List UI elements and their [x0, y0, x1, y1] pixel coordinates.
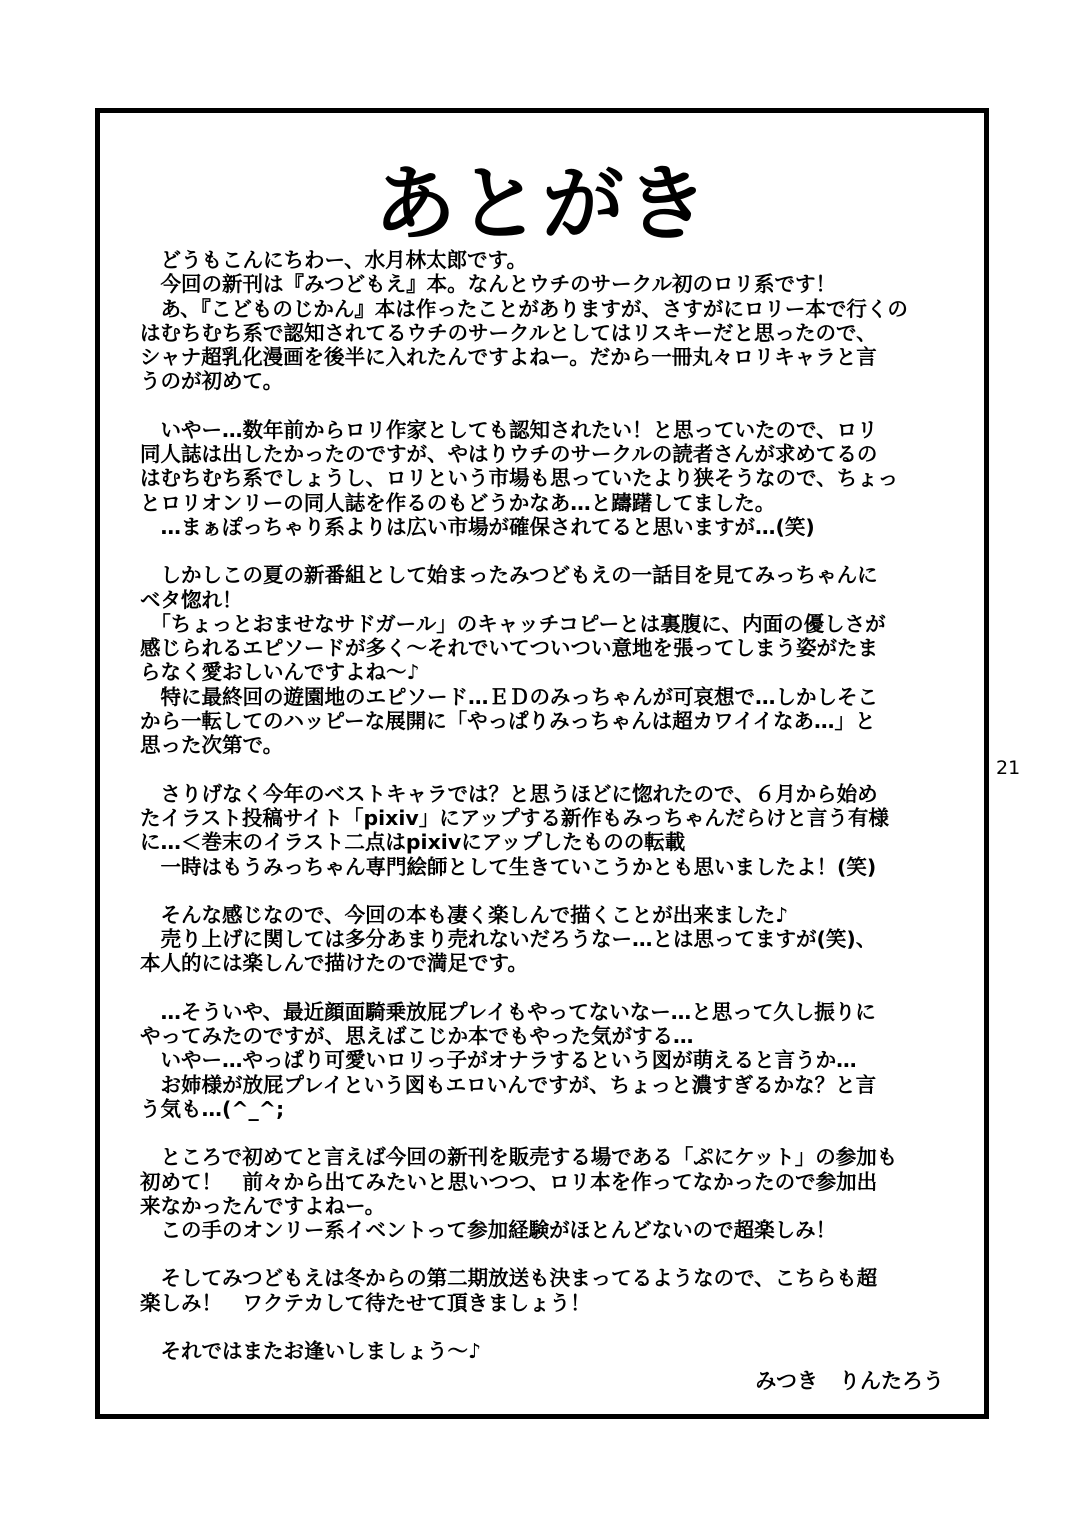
- text-line: から一転してのハッピーな展開に「やっぱりみっちゃんは超カワイイなあ…」と: [140, 709, 876, 734]
- text-line: 本人的には楽しんで描けたので満足です。: [140, 951, 528, 976]
- text-line: いやー…やっぱり可愛いロリっ子がオナラするという図が萌えると言うか…: [140, 1048, 857, 1073]
- text-line: あ、『こどものじかん』本は作ったことがありますが、さすがにロリー本で行くの: [140, 296, 908, 321]
- text-line: 感じられるエピソードが多く～それでいてついつい意地を張ってしまう姿がたま: [140, 636, 878, 661]
- text-line: はむちむち系で認知されてるウチのサークルとしてはリスキーだと思ったので、: [140, 320, 877, 345]
- text-line: ベタ惚れ！: [140, 587, 243, 612]
- text-line: いやー…数年前からロリ作家としても認知されたい！と思っていたので、ロリ: [140, 417, 878, 442]
- page-number: 21: [996, 757, 1021, 779]
- text-line: 一時はもうみっちゃん専門絵師として生きていこうかとも思いましたよ！(笑): [140, 854, 877, 879]
- paragraph: [140, 418, 960, 539]
- text-line: しかしこの夏の新番組として始まったみつどもえの一話目を見てみっちゃんに: [140, 563, 878, 588]
- page-title: あとがき: [373, 157, 710, 252]
- text-line: …まぁぽっちゃり系よりは広い市場が確保されてると思いますが…(笑): [140, 514, 815, 539]
- text-line: 「ちょっとおませなサドガール」のキャッチコピーとは裏腹に、内面の優しさが: [140, 611, 886, 636]
- text-line: はむちむち系でしょうし、ロリという市場も思っていたより狭そうなので、ちょっ: [140, 466, 899, 491]
- text-line: そんな感じなので、今回の本も凄く楽しんで描くことが出来ました♪: [140, 902, 789, 927]
- text-line: 同人誌は出したかったのですが、やはりウチのサークルの読者さんが求めてるの: [140, 442, 878, 467]
- text-line: ところで初めてと言えば今回の新刊を販売する場である「ぷにケット」の参加も: [140, 1145, 898, 1170]
- text-line: 楽しみ！ ワクテカして待たせて頂きましょう！: [140, 1290, 591, 1315]
- paragraph: [140, 248, 960, 394]
- text-line: 今回の新刊は『みつどもえ』本。なんとウチのサークル初のロリ系です！: [140, 272, 836, 297]
- text-line: 初めて！ 前々から出てみたいと思いつつ、ロリ本を作ってなかったので参加出: [140, 1169, 878, 1194]
- text-line: に…＜巻末のイラスト二点はpixivにアップしたものの転載: [140, 830, 686, 855]
- page-frame: [95, 108, 989, 1419]
- text-line: さりげなく今年のベストキャラでは？と思うほどに惚れたので、６月から始め: [140, 781, 878, 806]
- author-signature: みつき りんたろう: [755, 1369, 944, 1393]
- text-line: どうもこんにちわー、水月林太郎です。: [140, 248, 528, 272]
- paragraph: [140, 782, 960, 879]
- text-line: とロリオンリーの同人誌を作るのもどうかなあ…と躊躇してました。: [140, 490, 776, 515]
- text-line: 思った次第で。: [140, 733, 284, 758]
- paragraph: [140, 1145, 960, 1242]
- text-line: らなく愛おしいんですよね～♪: [140, 660, 420, 685]
- text-line: この手のオンリー系イベントって参加経験がほとんどないので超楽しみ！: [140, 1218, 837, 1243]
- text-line: そしてみつどもえは冬からの第二期放送も決まってるようなので、こちらも超: [140, 1266, 878, 1291]
- text-line: う気も…(^_^;: [140, 1096, 285, 1121]
- text-line: たイラスト投稿サイト「pixiv」にアップする新作もみっちゃんだらけと言う有様: [140, 805, 889, 830]
- text-line: うのが初めて。: [140, 369, 284, 394]
- text-line: それではまたお逢いしましょう～♪: [140, 1338, 482, 1363]
- afterword-body: [140, 248, 960, 1387]
- paragraph: [140, 1339, 960, 1363]
- text-line: 来なかったんですよねー。: [140, 1193, 386, 1218]
- text-line: 売り上げに関しては多分あまり売れないだろうなー…とは思ってますが(笑)、: [140, 927, 877, 952]
- paragraph: [140, 563, 960, 757]
- paragraph: [140, 1266, 960, 1315]
- text-line: …そういや、最近顔面騎乗放屁プレイもやってないなー…と思って久し振りに: [140, 999, 876, 1024]
- text-line: お姉様が放屁プレイという図もエロいんですが、ちょっと濃すぎるかな？と言: [140, 1072, 877, 1097]
- paragraph: [140, 903, 960, 976]
- paragraph: [140, 1000, 960, 1121]
- text-line: やってみたのですが、思えばこじか本でもやった気がする…: [140, 1024, 694, 1049]
- text-line: 特に最終回の遊園地のエピソード…ＥＤのみっちゃんが可哀想で…しかしそこ: [140, 684, 878, 709]
- text-line: シャナ超乳化漫画を後半に入れたんですよねー。だから一冊丸々ロリキャラと言: [140, 345, 877, 370]
